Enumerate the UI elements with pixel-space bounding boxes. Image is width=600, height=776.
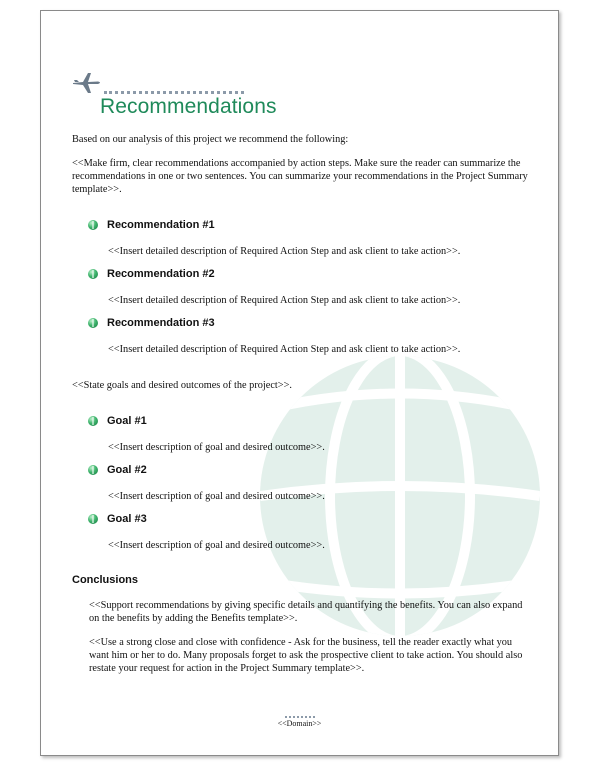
green-sphere-bullet-icon	[88, 416, 98, 426]
recommendation-description: <<Insert detailed description of Required Action Step and ask client to take action>>.	[108, 246, 461, 257]
conclusion-paragraph: <<Support recommendations by giving specific details and quantifying the benefits. You can also expand on the benefits by adding the Benefits template>>.	[89, 600, 523, 624]
recommendation-prompt: <<Make firm, clear recommendations accompanied by action steps. Make sure the reader can summarize the recommendations in one or two sentences. You can summarize your recommendations in the Project Summary template>>.	[72, 158, 528, 195]
green-sphere-bullet-icon	[88, 269, 98, 279]
page-footer	[41, 716, 558, 728]
recommendation-heading: Recommendation #1	[107, 219, 215, 231]
goal-description: <<Insert description of goal and desired outcome>>.	[108, 491, 325, 502]
goal-description: <<Insert description of goal and desired outcome>>.	[108, 442, 325, 453]
footer-dots-divider	[285, 716, 315, 718]
recommendation-description: <<Insert detailed description of Required Action Step and ask client to take action>>.	[108, 295, 461, 306]
goal-description: <<Insert description of goal and desired outcome>>.	[108, 540, 325, 551]
conclusion-paragraph: <<Use a strong close and close with confidence - Ask for the business, tell the reader exactly what you want him or her to do. Many proposals forget to ask the prospective client to take action. You should also restate your request for action in the Project Summary template>>.	[89, 637, 523, 674]
recommendation-heading: Recommendation #2	[107, 268, 215, 280]
conclusions-heading: Conclusions	[72, 574, 139, 586]
page-title: Recommendations	[100, 95, 277, 118]
goals-prompt: <<State goals and desired outcomes of the project>>.	[72, 380, 292, 391]
goal-heading: Goal #2	[107, 464, 147, 476]
green-sphere-bullet-icon	[88, 514, 98, 524]
header-dots-divider	[104, 91, 244, 94]
intro-text: Based on our analysis of this project we recommend the following:	[72, 134, 349, 145]
recommendation-description: <<Insert detailed description of Required Action Step and ask client to take action>>.	[108, 344, 461, 355]
document-page	[40, 10, 559, 756]
footer-domain: <<Domain>>	[277, 719, 322, 728]
green-sphere-bullet-icon	[88, 318, 98, 328]
goal-heading: Goal #1	[107, 415, 147, 427]
goal-heading: Goal #3	[107, 513, 147, 525]
airplane-icon	[72, 71, 102, 97]
recommendation-heading: Recommendation #3	[107, 317, 215, 329]
green-sphere-bullet-icon	[88, 465, 98, 475]
green-sphere-bullet-icon	[88, 220, 98, 230]
